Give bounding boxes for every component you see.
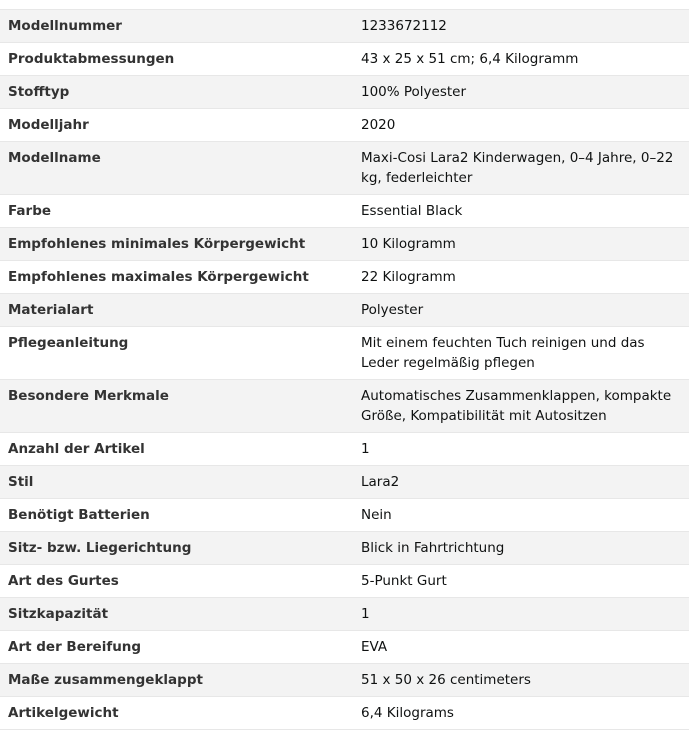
spec-row-care-instructions	[0, 327, 689, 380]
spec-value: 100% Polyester	[361, 84, 467, 100]
spec-row-item-weight	[0, 697, 689, 730]
spec-value: 5-Punkt Gurt	[361, 573, 447, 589]
spec-value: Mit einem feuchten Tuch reinigen und das Leder regelmäßig pflegen	[361, 335, 645, 371]
spec-value: Automatisches Zusammenklappen, kompakte Größe, Kompatibilität mit Autositzen	[361, 388, 672, 424]
spec-row-model-year	[0, 109, 689, 142]
spec-row-tire-type	[0, 631, 689, 664]
spec-value: 43 x 25 x 51 cm; 6,4 Kilogramm	[361, 51, 579, 67]
spec-value: Nein	[361, 507, 392, 523]
spec-value: 1	[361, 441, 370, 457]
spec-value: 1233672112	[361, 18, 447, 34]
spec-row-harness-type	[0, 565, 689, 598]
spec-row-seat-direction	[0, 532, 689, 565]
spec-row-model-name	[0, 142, 689, 195]
spec-value: Essential Black	[361, 203, 463, 219]
spec-value: Lara2	[361, 474, 400, 490]
spec-label: Produktabmessungen	[8, 51, 175, 67]
spec-label: Anzahl der Artikel	[8, 441, 145, 457]
spec-value: Polyester	[361, 302, 424, 318]
spec-row-folded-dimensions	[0, 664, 689, 697]
spec-label: Pflegeanleitung	[8, 335, 129, 351]
spec-label: Stil	[8, 474, 34, 490]
spec-value: EVA	[361, 639, 388, 655]
spec-value: Maxi-Cosi Lara2 Kinderwagen, 0–4 Jahre, 0–22 kg, federleichter	[361, 150, 674, 186]
spec-row-dimensions	[0, 43, 689, 76]
spec-label: Materialart	[8, 302, 94, 318]
spec-value: 6,4 Kilograms	[361, 705, 454, 721]
spec-row-model-number	[0, 10, 689, 43]
spec-label: Art des Gurtes	[8, 573, 119, 589]
product-details-table	[0, 9, 689, 730]
spec-row-fabric-type	[0, 76, 689, 109]
spec-label: Modelljahr	[8, 117, 89, 133]
spec-row-special-features	[0, 380, 689, 433]
spec-value: 2020	[361, 117, 396, 133]
spec-label: Benötigt Batterien	[8, 507, 150, 523]
spec-row-item-count	[0, 433, 689, 466]
spec-row-style	[0, 466, 689, 499]
spec-label: Modellnummer	[8, 18, 122, 34]
spec-label: Empfohlenes maximales Körpergewicht	[8, 269, 309, 285]
spec-row-min-weight	[0, 228, 689, 261]
spec-row-color	[0, 195, 689, 228]
spec-value: 10 Kilogramm	[361, 236, 456, 252]
spec-label: Stofftyp	[8, 84, 70, 100]
spec-label: Besondere Merkmale	[8, 388, 169, 404]
spec-label: Farbe	[8, 203, 52, 219]
spec-label: Art der Bereifung	[8, 639, 142, 655]
spec-value: 51 x 50 x 26 centimeters	[361, 672, 531, 688]
spec-value: 1	[361, 606, 370, 622]
spec-row-seat-capacity	[0, 598, 689, 631]
spec-value: 22 Kilogramm	[361, 269, 456, 285]
spec-label: Modellname	[8, 150, 101, 166]
spec-label: Artikelgewicht	[8, 705, 119, 721]
spec-label: Sitzkapazität	[8, 606, 109, 622]
spec-row-material	[0, 294, 689, 327]
spec-value: Blick in Fahrtrichtung	[361, 540, 505, 556]
spec-label: Sitz- bzw. Liegerichtung	[8, 540, 192, 556]
spec-row-batteries	[0, 499, 689, 532]
spec-label: Maße zusammengeklappt	[8, 672, 203, 688]
spec-row-max-weight	[0, 261, 689, 294]
spec-label: Empfohlenes minimales Körpergewicht	[8, 236, 306, 252]
